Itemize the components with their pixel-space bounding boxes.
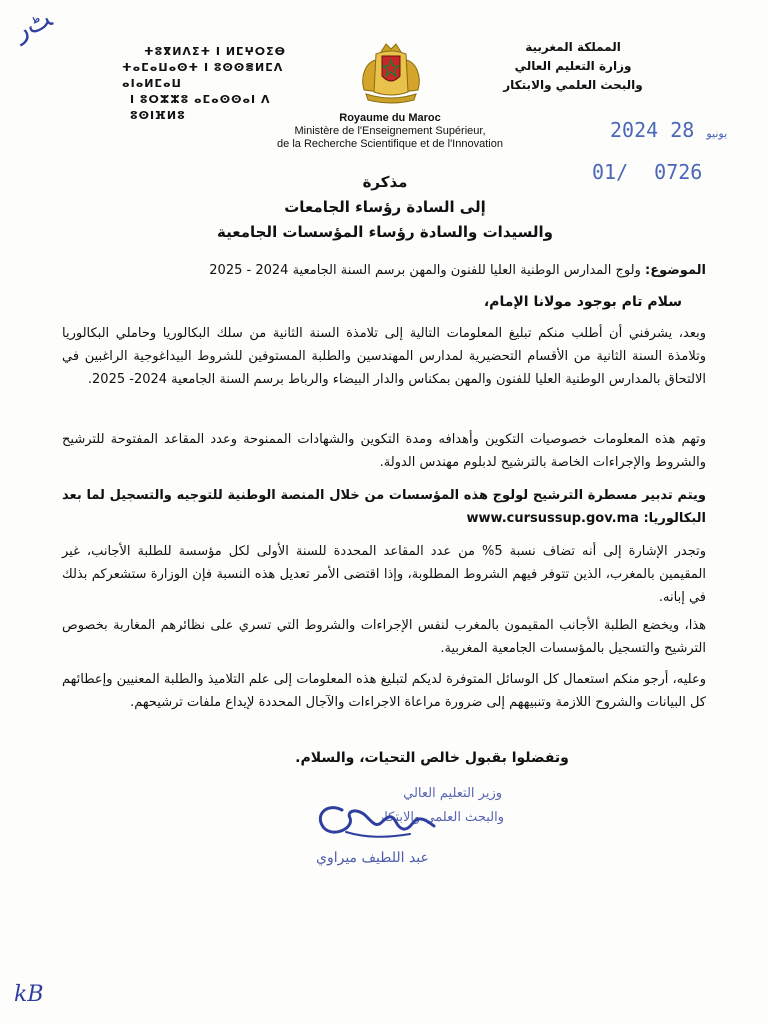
french-header-line: de la Recherche Scientifique et de l'Innovation: [277, 138, 503, 150]
handwritten-signature: [306, 788, 446, 848]
platform-url: www.cursussup.gov.ma: [466, 511, 639, 526]
memo-paragraph-4: وتجدر الإشارة إلى أنه تضاف نسبة 5% من عدد المقاعد المحددة للسنة الأولى لكل مؤسسة للطلبة الأجانب، غير المقيمين بالمغرب، الذين تتوفر فيهم الشروط المطلوبة، وإذا اقتضى الأمر تعديل هذه النسبة فإن الوزارة ستشعركم بذلك في إبانه.: [62, 544, 707, 605]
memo-recipient-1: إلى السادة رؤساء الجامعات: [284, 198, 486, 216]
date-stamp: [610, 118, 728, 142]
arabic-header-line: والبحث العلمي والابتكار: [503, 78, 643, 92]
signature-stamp-line: والبحث العلمي والابتكار: [378, 810, 504, 825]
memo-paragraph-3: [62, 484, 706, 530]
header-arabic: [488, 38, 658, 95]
memo-greeting: سلام تام بوجود مولانا الإمام،: [483, 294, 682, 310]
tifinagh-line: ⵏ ⵓⵔⵣⵣⵓ ⴰⵎⴰⵙⵙⴰⵏ ⴷ ⵓⵙⵏⴼⵍⵓ: [130, 93, 271, 122]
tifinagh-line: ⵜⵓⴳⵍⴷⵉⵜ ⵏ ⵍⵎⵖⵔⵉⴱ: [144, 45, 287, 58]
subject-label: الموضوع:: [645, 263, 706, 278]
signature-block: [286, 780, 506, 880]
memo-closing: وتفضلوا بقبول خالص التحيات، والسلام.: [295, 750, 569, 766]
memo-subject: [150, 260, 706, 282]
memo-paragraph-1: وبعد، يشرفني أن أطلب منكم تبليغ المعلومات التالية إلى تلامذة السنة الثانية من سلك البكالوريا وحاملي البكالوريا وتلامذة السنة الثانية من الأقسام التحضيرية لمدارس المهندسين والطلبة المستوفين للشروط البيداغوجية الراغبين في الالتحاق بالمدارس الوطنية العليا للفنون والمهن بمكناس والدار البيضاء والرباط برسم السنة الجامعية 2024- 2025.: [62, 326, 706, 387]
procedure-text: ويتم تدبير مسطرة الترشيح لولوج هذه المؤسسات من خلال المنصة الوطنية للتوجيه والتسجيل لما بعد البكالوريا:: [62, 488, 706, 526]
memo-recipient-2: والسيدات والسادة رؤساء المؤسسات الجامعية: [217, 223, 553, 241]
header-french: [240, 112, 540, 151]
memo-paragraph-5: هذا، ويخضع الطلبة الأجانب المقيمون بالمغرب لنفس الإجراءات والشروط التي تسري على نظائرهم المغاربة بخصوص الترشيح والتسجيل بالمؤسسات الجامعية المغربية.: [62, 618, 706, 656]
signature-stamp-line: وزير التعليم العالي: [403, 786, 502, 801]
arabic-header-line: وزارة التعليم العالي: [514, 59, 632, 73]
handwritten-corner-mark: ﭧﺭ: [9, 3, 57, 47]
signatory-name: عبد اللطيف ميراوي: [316, 850, 429, 866]
arabic-header-line: المملكة المغربية: [525, 40, 621, 54]
memo-paragraph-2: وتهم هذه المعلومات خصوصيات التكوين وأهدافه ومدة التكوين والشهادات الممنوحة وعدد المقاعد المفتوحة للترشيح والشروط والإجراءات الخاصة بالترشيح لدبلوم مهندس الدولة.: [62, 432, 706, 470]
stamp-month: يونيو: [706, 127, 728, 140]
reference-stamp: [592, 160, 722, 184]
stamp-day: 28: [670, 118, 695, 142]
footer-handwritten-initials: kB: [14, 982, 44, 1007]
reference-prefix: 01/: [592, 160, 629, 184]
stamp-year: 2024: [610, 118, 659, 142]
memo-paragraph-6: وعليه، أرجو منكم استعمال كل الوسائل المتوفرة لديكم لتبليغ هذه المعلومات إلى علم التلاميذ والطلبة المعنيين وإعطائهم كل البيانات والشروح اللازمة وتنبيههم إلى ضرورة مراعاة الاجراءات والآجال المحددة لإيداع ملفات ترشيحهم.: [62, 672, 706, 710]
reference-number: 0726: [654, 160, 703, 184]
memo-heading: مذكرة: [362, 173, 408, 191]
subject-text: ولوج المدارس الوطنية العليا للفنون والمهن برسم السنة الجامعية 2024 - 2025: [209, 263, 645, 278]
memo-title-block: [160, 170, 610, 245]
tifinagh-line: ⵜⴰⵎⴰⵡⴰⵙⵜ ⵏ ⵓⵙⵙⴻⵍⵎⴷ ⴰⵏⴰⵍⵎⴰⵡ: [122, 61, 284, 90]
french-header-title: Royaume du Maroc: [339, 112, 441, 124]
french-header-line: Ministère de l'Enseignement Supérieur,: [294, 125, 486, 137]
coat-of-arms-icon: [356, 40, 426, 104]
